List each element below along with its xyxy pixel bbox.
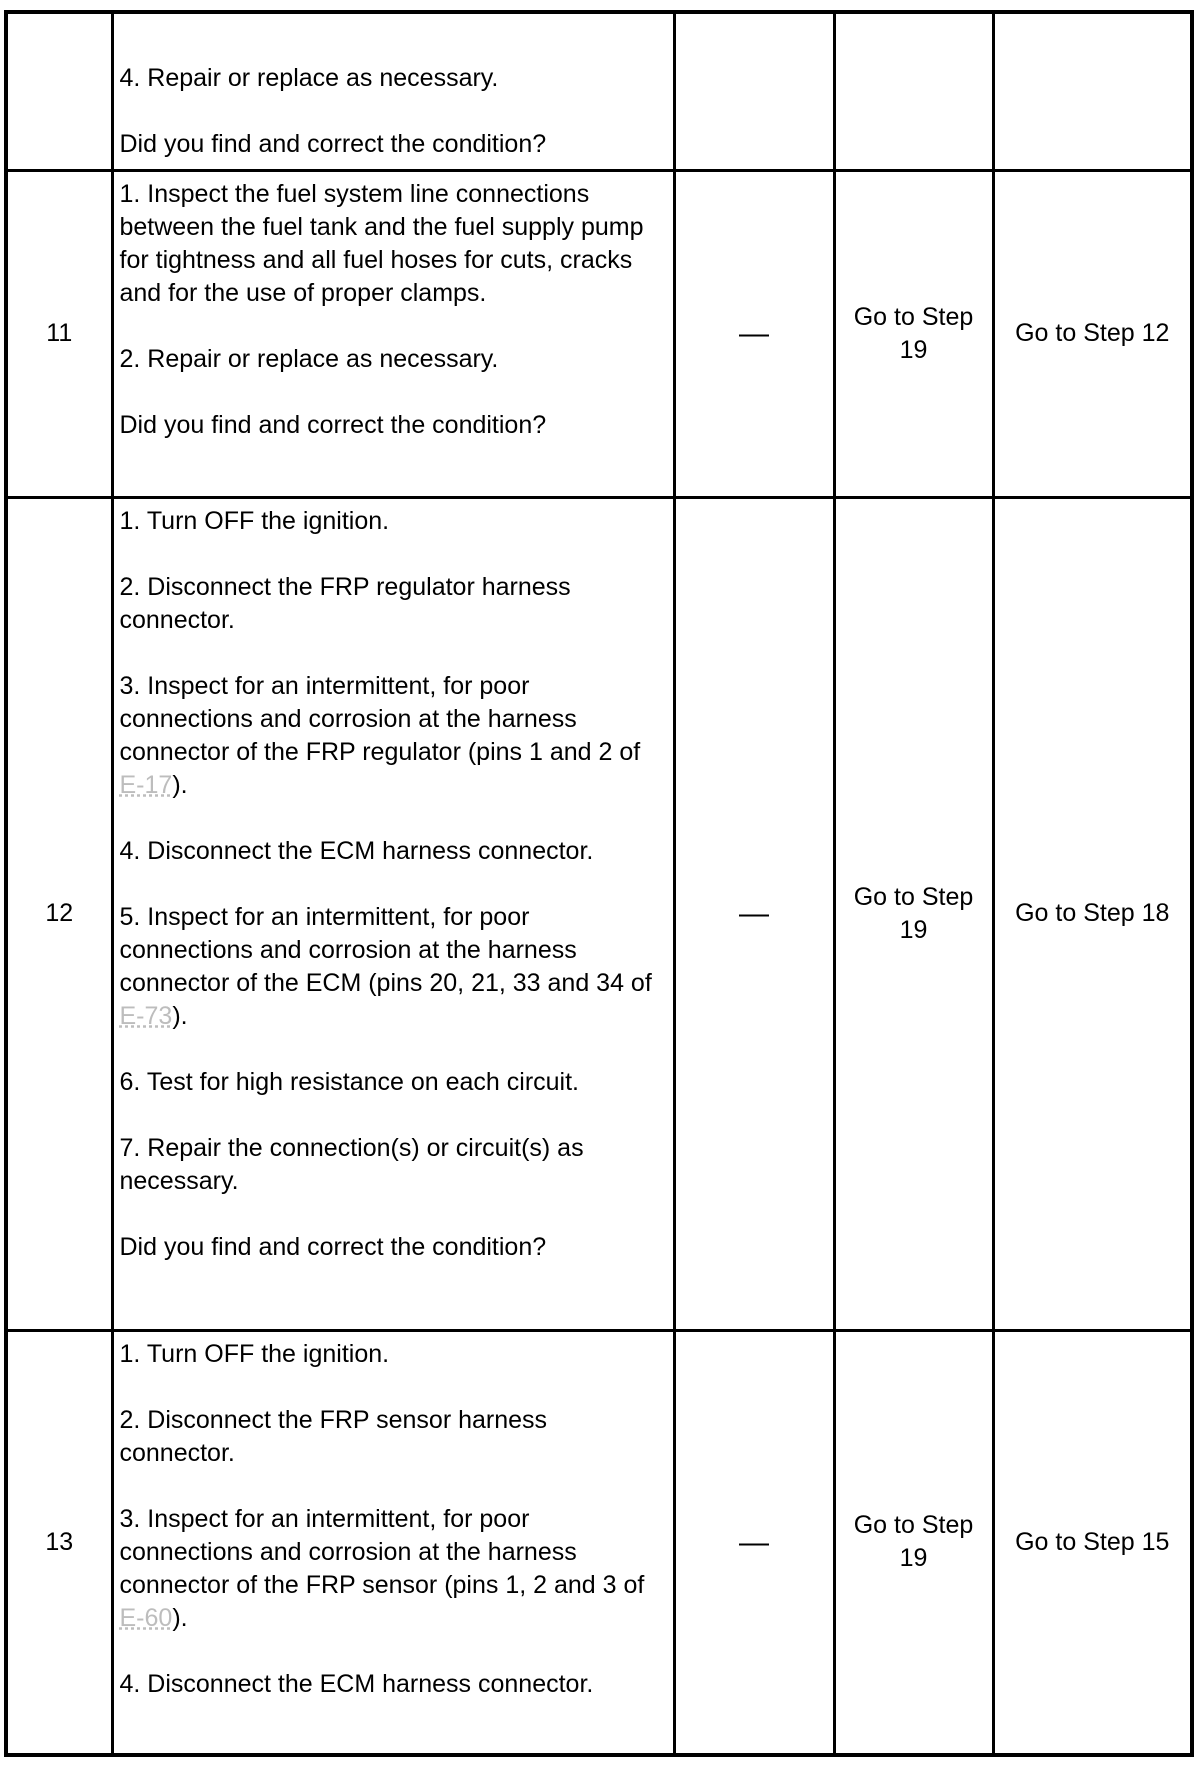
action-paragraph: Did you find and correct the condition? xyxy=(119,1232,547,1261)
action-text: 5. Inspect for an intermittent, for poor connections and corrosion at the harness connector of the ECM (pins 20, 21, 33 and 34 of xyxy=(119,902,652,997)
value-cell: — xyxy=(674,170,834,497)
step-number: 12 xyxy=(6,497,112,1330)
action-paragraph xyxy=(120,1503,665,1635)
step-number: 11 xyxy=(6,170,112,497)
value-cell xyxy=(674,12,834,170)
no-cell: Go to Step 18 xyxy=(993,497,1192,1330)
table-row xyxy=(6,497,1192,1330)
value-cell: — xyxy=(674,497,834,1330)
action-paragraph: 6. Test for high resistance on each circuit. xyxy=(119,1067,579,1096)
action-paragraph: Did you find and correct the condition? xyxy=(119,129,547,158)
action-paragraph: 4. Repair or replace as necessary. xyxy=(119,63,499,92)
action-text: ). xyxy=(172,1001,188,1030)
action-cell xyxy=(112,170,674,497)
table-row xyxy=(6,170,1192,497)
action-text: ). xyxy=(172,1603,188,1632)
action-cell xyxy=(112,497,674,1330)
value-cell: — xyxy=(674,1330,834,1755)
connector-link-e73[interactable]: E-73 xyxy=(119,1001,173,1030)
no-cell: Go to Step 12 xyxy=(993,170,1192,497)
connector-link-e60[interactable]: E-60 xyxy=(119,1603,173,1632)
action-paragraph: Did you find and correct the condition? xyxy=(119,410,547,439)
action-text: 3. Inspect for an intermittent, for poor connections and corrosion at the harness connector of the FRP regulator (pins 1 and 2 of xyxy=(119,671,641,766)
action-paragraph xyxy=(120,901,665,1033)
action-paragraph: 1. Turn OFF the ignition. xyxy=(119,1339,390,1368)
action-paragraph xyxy=(120,670,665,802)
action-paragraph: 7. Repair the connection(s) or circuit(s) as necessary. xyxy=(119,1133,584,1195)
action-paragraph: 2. Disconnect the FRP regulator harness connector. xyxy=(119,572,571,634)
table-row xyxy=(6,1330,1192,1755)
step-number: 13 xyxy=(6,1330,112,1755)
action-paragraph: 4. Disconnect the ECM harness connector. xyxy=(119,836,594,865)
action-paragraph: 2. Repair or replace as necessary. xyxy=(119,344,499,373)
action-cell xyxy=(112,12,674,170)
action-paragraph: 4. Disconnect the ECM harness connector. xyxy=(119,1669,594,1698)
connector-link-e17[interactable]: E-17 xyxy=(119,770,173,799)
action-text: ). xyxy=(172,770,188,799)
yes-cell xyxy=(834,12,993,170)
action-paragraph: 1. Turn OFF the ignition. xyxy=(119,506,390,535)
action-cell xyxy=(112,1330,674,1755)
no-cell: Go to Step 15 xyxy=(993,1330,1192,1755)
diagnostic-table xyxy=(4,10,1194,1757)
action-paragraph: 2. Disconnect the FRP sensor harness connector. xyxy=(119,1405,548,1467)
yes-cell: Go to Step 19 xyxy=(834,497,993,1330)
action-text: 3. Inspect for an intermittent, for poor connections and corrosion at the harness connector of the FRP sensor (pins 1, 2 and 3 of xyxy=(119,1504,645,1599)
action-paragraph: 1. Inspect the fuel system line connections between the fuel tank and the fuel supply pump for tightness and all fuel hoses for cuts, cracks and for the use of proper clamps. xyxy=(119,179,644,307)
table-row xyxy=(6,12,1192,170)
diagnostic-table-body xyxy=(6,12,1192,1755)
yes-cell: Go to Step 19 xyxy=(834,170,993,497)
step-number xyxy=(6,12,112,170)
no-cell xyxy=(993,12,1192,170)
yes-cell: Go to Step 19 xyxy=(834,1330,993,1755)
